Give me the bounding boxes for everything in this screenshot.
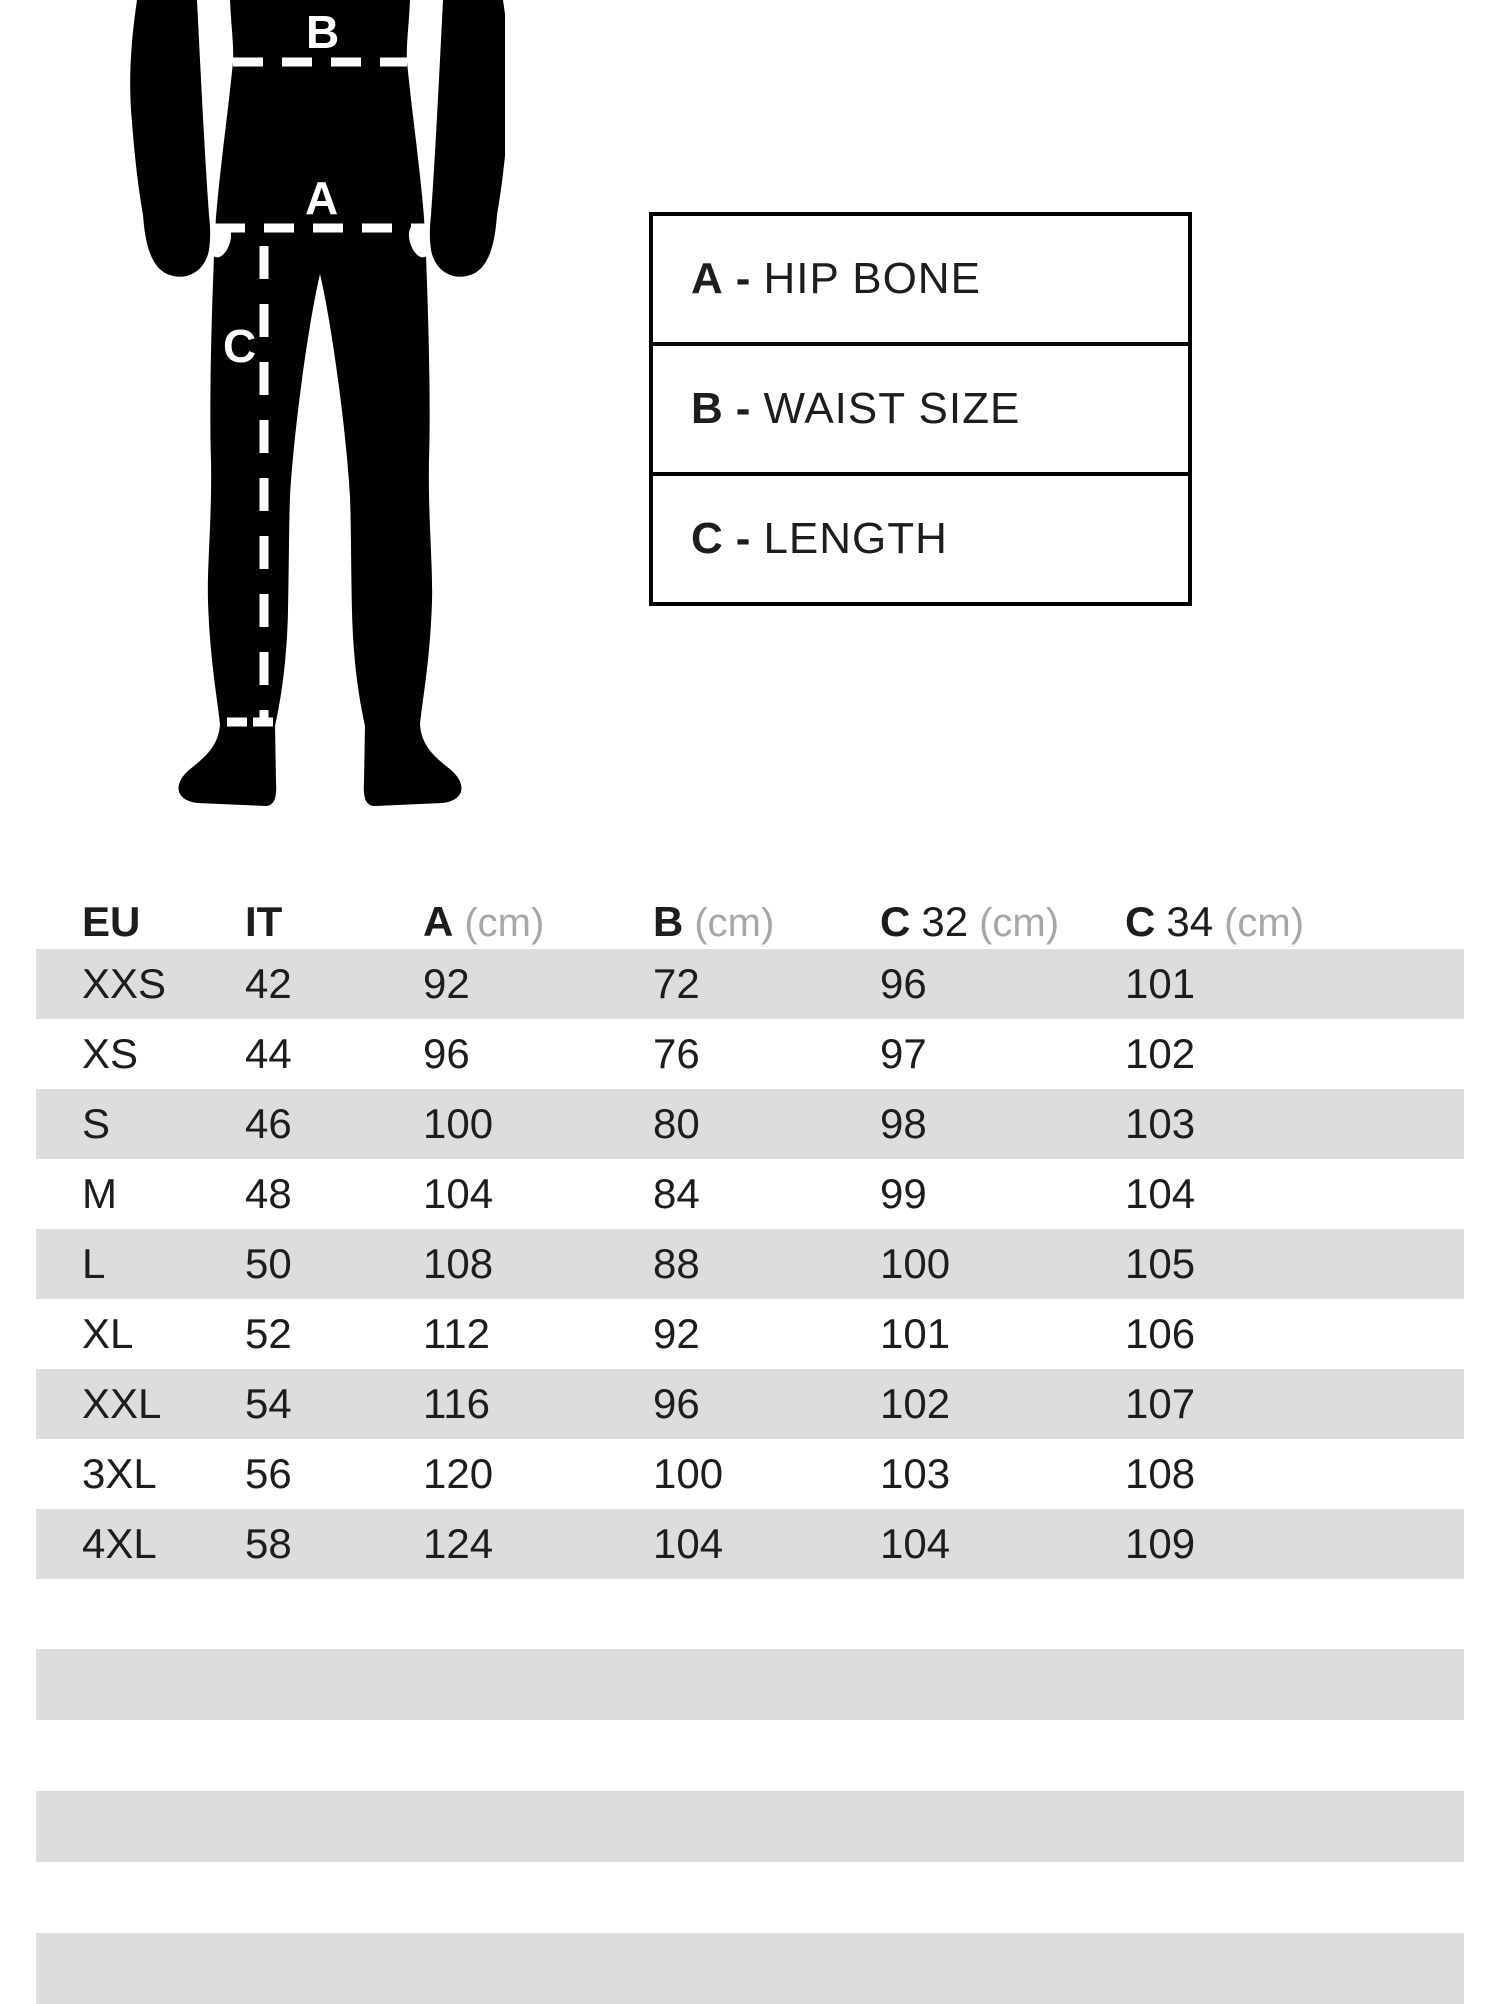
header-letter: B (653, 898, 684, 945)
measurement-figure (115, 0, 505, 810)
figure-label-hip: A (305, 172, 339, 224)
measurement-legend (649, 212, 1192, 606)
header-cell-c32 (880, 898, 1125, 946)
size-cell: 3XL (82, 1450, 157, 1497)
header-number: 34 (1166, 898, 1214, 945)
value-cell: 84 (653, 1170, 700, 1217)
value-cell: 104 (1125, 1170, 1196, 1217)
header-cell-b (653, 898, 880, 946)
value-cell: 80 (653, 1100, 700, 1147)
size-table (36, 895, 1464, 2004)
header-letter: IT (245, 898, 283, 945)
legend-item-a (649, 212, 1192, 346)
legend-letter: B (691, 384, 723, 433)
value-cell: 58 (245, 1520, 292, 1567)
value-cell: 103 (880, 1450, 951, 1497)
value-cell: 112 (423, 1310, 490, 1357)
size-table-body (36, 949, 1464, 1579)
empty-stripe (36, 1649, 1464, 1720)
legend-letter: A (691, 254, 723, 303)
value-cell: 101 (880, 1310, 951, 1357)
value-cell: 120 (423, 1450, 494, 1497)
value-cell: 100 (653, 1450, 724, 1497)
header-number: 32 (921, 898, 969, 945)
value-cell: 105 (1125, 1240, 1196, 1287)
legend-label: WAIST SIZE (763, 384, 1021, 433)
size-cell: XS (82, 1030, 139, 1077)
value-cell: 96 (423, 1030, 470, 1077)
table-row-4xl (36, 1509, 1464, 1579)
value-cell: 109 (1125, 1520, 1196, 1567)
legend-label: LENGTH (763, 514, 948, 563)
empty-stripes (36, 1649, 1464, 2004)
value-cell: 102 (880, 1380, 951, 1427)
size-cell: XXS (82, 960, 167, 1007)
value-cell: 72 (653, 960, 700, 1007)
value-cell: 98 (880, 1100, 927, 1147)
value-cell: 50 (245, 1240, 292, 1287)
header-letter: A (423, 898, 454, 945)
value-cell: 99 (880, 1170, 927, 1217)
value-cell: 76 (653, 1030, 700, 1077)
legend-item-c (649, 472, 1192, 606)
value-cell: 46 (245, 1100, 292, 1147)
value-cell: 96 (653, 1380, 700, 1427)
value-cell: 42 (245, 960, 292, 1007)
table-row-l (36, 1229, 1464, 1299)
size-cell: 4XL (82, 1520, 157, 1567)
header-cell-c34 (1125, 898, 1464, 946)
value-cell: 101 (1125, 960, 1196, 1007)
empty-stripe (36, 1791, 1464, 1862)
value-cell: 104 (653, 1520, 724, 1567)
table-row-xxs (36, 949, 1464, 1019)
value-cell: 56 (245, 1450, 292, 1497)
value-cell: 104 (423, 1170, 494, 1217)
header-unit: (cm) (694, 901, 775, 945)
value-cell: 52 (245, 1310, 292, 1357)
value-cell: 108 (423, 1240, 494, 1287)
value-cell: 48 (245, 1170, 292, 1217)
legend-item-b (649, 342, 1192, 476)
header-letter: C (1125, 898, 1156, 945)
size-cell: L (82, 1240, 106, 1287)
legend-label: HIP BONE (763, 254, 981, 303)
value-cell: 100 (880, 1240, 951, 1287)
table-row-3xl (36, 1439, 1464, 1509)
legend-letter: C (691, 514, 723, 563)
header-unit: (cm) (979, 901, 1060, 945)
header-cell-it (245, 898, 423, 946)
right-arm-shape (430, 0, 505, 277)
size-cell: S (82, 1100, 111, 1147)
figure-label-length: C (223, 320, 257, 372)
value-cell: 106 (1125, 1310, 1196, 1357)
figure-label-waist: B (306, 6, 340, 58)
value-cell: 104 (880, 1520, 951, 1567)
value-cell: 107 (1125, 1380, 1196, 1427)
torso-legs-shape (179, 0, 462, 806)
table-row-xxl (36, 1369, 1464, 1439)
header-cell-a (423, 898, 653, 946)
header-letter: C (880, 898, 911, 945)
header-unit: (cm) (464, 901, 545, 945)
table-row-s (36, 1089, 1464, 1159)
value-cell: 116 (423, 1380, 490, 1427)
header-letter: EU (82, 898, 141, 945)
table-row-m (36, 1159, 1464, 1229)
value-cell: 108 (1125, 1450, 1196, 1497)
value-cell: 54 (245, 1380, 292, 1427)
table-row-xl (36, 1299, 1464, 1369)
size-cell: M (82, 1170, 117, 1217)
size-table-header-row (36, 895, 1464, 949)
value-cell: 92 (653, 1310, 700, 1357)
body-silhouette-icon (115, 0, 505, 810)
legend-separator: - (735, 514, 751, 563)
header-cell-eu (82, 898, 245, 946)
value-cell: 124 (423, 1520, 494, 1567)
legend-separator: - (735, 384, 751, 433)
value-cell: 44 (245, 1030, 292, 1077)
value-cell: 92 (423, 960, 470, 1007)
left-arm-shape (130, 0, 210, 277)
empty-stripe (36, 1933, 1464, 2004)
size-cell: XL (82, 1310, 134, 1357)
value-cell: 102 (1125, 1030, 1196, 1077)
legend-separator: - (735, 254, 751, 303)
size-cell: XXL (82, 1380, 162, 1427)
value-cell: 88 (653, 1240, 700, 1287)
value-cell: 97 (880, 1030, 927, 1077)
header-unit: (cm) (1224, 901, 1305, 945)
value-cell: 103 (1125, 1100, 1196, 1147)
value-cell: 96 (880, 960, 927, 1007)
value-cell: 100 (423, 1100, 494, 1147)
table-row-xs (36, 1019, 1464, 1089)
